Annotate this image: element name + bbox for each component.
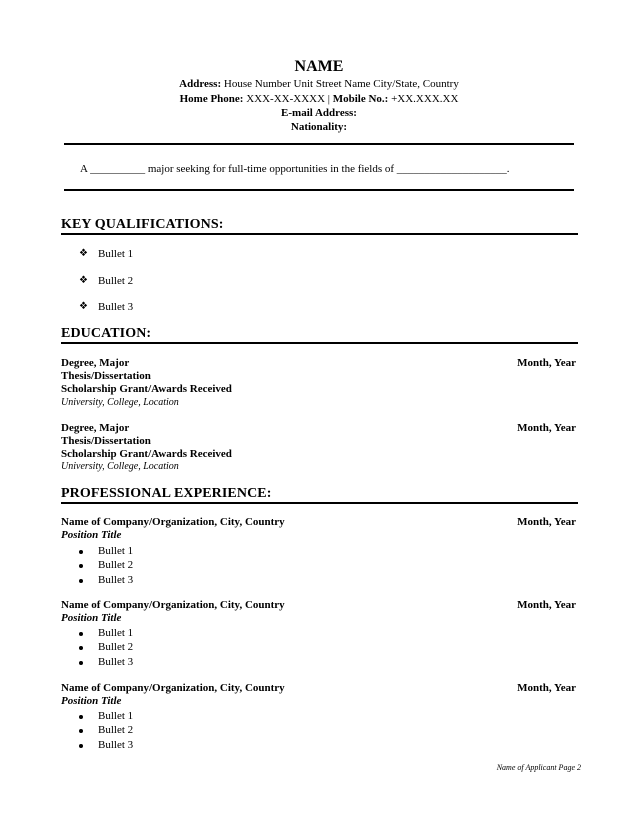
education-thesis: Thesis/Dissertation xyxy=(61,370,151,382)
bullet-dot-icon xyxy=(79,715,83,719)
education-thesis: Thesis/Dissertation xyxy=(61,435,151,447)
objective-statement: A __________ major seeking for full-time opportunities in the fields of ____________________. xyxy=(80,163,510,175)
experience-bullet: Bullet 2 xyxy=(98,559,134,571)
phone-separator: | xyxy=(327,93,330,105)
education-heading: EDUCATION: xyxy=(61,326,152,341)
nationality-label: Nationality: xyxy=(290,121,348,133)
key-qualifications-rule xyxy=(61,233,578,235)
qualification-item: Bullet 1 xyxy=(98,248,134,260)
bullet-dot-icon xyxy=(79,646,83,650)
experience-position: Position Title xyxy=(61,529,122,541)
address-label: Address: xyxy=(179,78,222,90)
education-location: University, College, Location xyxy=(61,461,179,472)
phone-line xyxy=(0,93,638,105)
key-qualifications-heading: KEY QUALIFICATIONS: xyxy=(61,217,224,232)
mobile-label: Mobile No.: xyxy=(332,93,389,105)
experience-bullet: Bullet 1 xyxy=(98,545,134,557)
experience-company: Name of Company/Organization, City, Country xyxy=(61,516,285,528)
bullet-dot-icon xyxy=(79,632,83,636)
education-date: Month, Year xyxy=(517,422,576,434)
experience-company: Name of Company/Organization, City, Country xyxy=(61,599,285,611)
education-awards: Scholarship Grant/Awards Received xyxy=(61,383,232,395)
bullet-dot-icon xyxy=(79,579,83,583)
experience-company: Name of Company/Organization, City, Country xyxy=(61,682,285,694)
bullet-dot-icon xyxy=(79,550,83,554)
qualification-item: Bullet 3 xyxy=(98,301,134,313)
experience-bullet: Bullet 2 xyxy=(98,641,134,653)
home-phone-label: Home Phone: xyxy=(179,93,244,105)
education-awards: Scholarship Grant/Awards Received xyxy=(61,448,232,460)
bullet-dot-icon xyxy=(79,661,83,665)
experience-bullet: Bullet 3 xyxy=(98,656,134,668)
header-rule-bottom xyxy=(64,189,574,191)
experience-bullet: Bullet 1 xyxy=(98,710,134,722)
experience-bullet: Bullet 2 xyxy=(98,724,134,736)
qualification-item: Bullet 2 xyxy=(98,275,134,287)
bullet-dot-icon xyxy=(79,729,83,733)
header-rule-top xyxy=(64,143,574,145)
page-footer: Name of Applicant Page 2 xyxy=(496,763,581,772)
bullet-dot-icon xyxy=(79,744,83,748)
experience-rule xyxy=(61,502,578,504)
education-location: University, College, Location xyxy=(61,397,179,408)
education-degree: Degree, Major xyxy=(61,357,130,369)
bullet-dot-icon xyxy=(79,564,83,568)
experience-position: Position Title xyxy=(61,695,122,707)
mobile-value: +XX.XXX.XX xyxy=(391,93,459,105)
education-date: Month, Year xyxy=(517,357,576,369)
home-phone-value: XXX-XX-XXXX xyxy=(246,93,326,105)
diamond-bullet-icon: ❖ xyxy=(79,248,88,259)
experience-date: Month, Year xyxy=(517,516,576,528)
experience-bullet: Bullet 1 xyxy=(98,627,134,639)
address-value: House Number Unit Street Name City/State, Country xyxy=(223,78,459,90)
experience-date: Month, Year xyxy=(517,682,576,694)
experience-position: Position Title xyxy=(61,612,122,624)
education-rule xyxy=(61,342,578,344)
address-line xyxy=(0,78,638,90)
diamond-bullet-icon: ❖ xyxy=(79,275,88,286)
diamond-bullet-icon: ❖ xyxy=(79,301,88,312)
experience-bullet: Bullet 3 xyxy=(98,574,134,586)
experience-heading: PROFESSIONAL EXPERIENCE: xyxy=(61,486,272,501)
experience-date: Month, Year xyxy=(517,599,576,611)
education-degree: Degree, Major xyxy=(61,422,130,434)
applicant-name: NAME xyxy=(294,58,344,75)
email-label: E-mail Address: xyxy=(281,107,357,119)
experience-bullet: Bullet 3 xyxy=(98,739,134,751)
